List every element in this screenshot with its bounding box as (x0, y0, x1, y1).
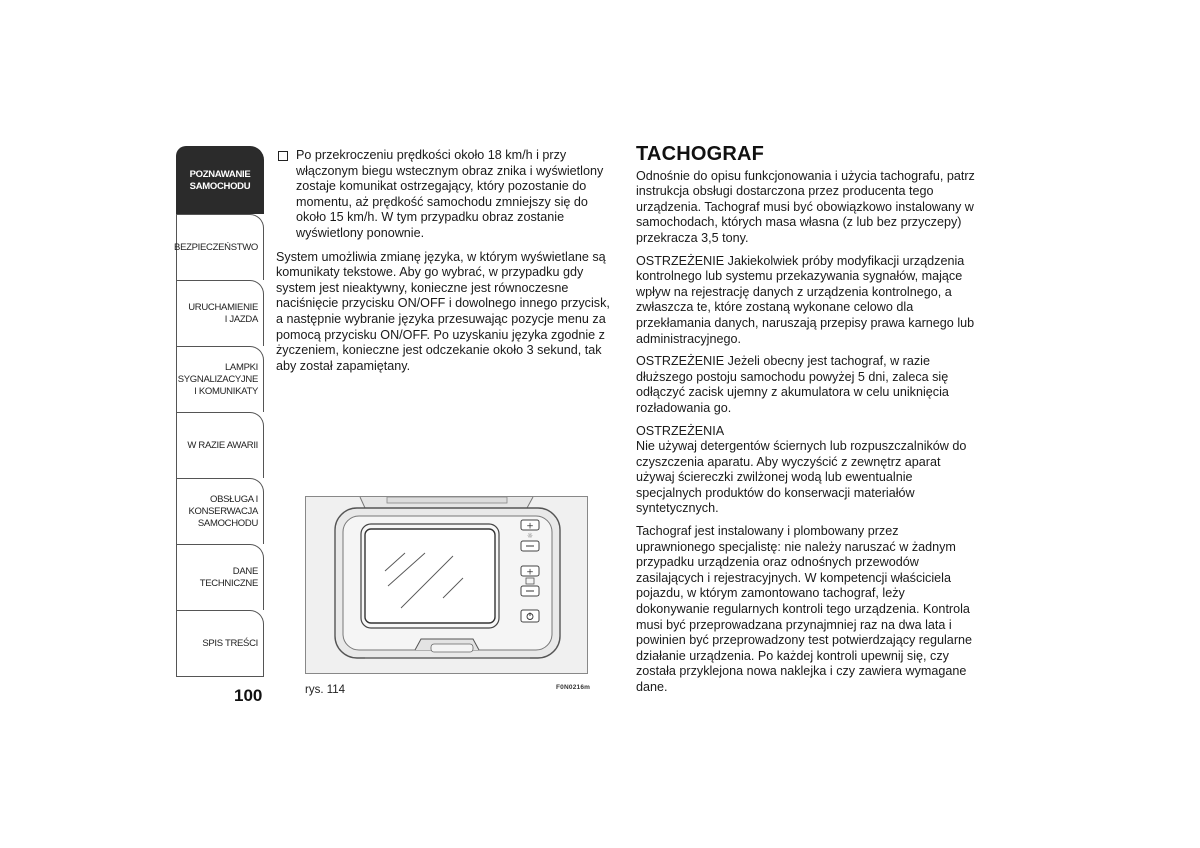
tab-bezpieczenstwo[interactable] (176, 214, 264, 280)
figure-caption: rys. 114 (305, 684, 346, 696)
svg-text:+: + (526, 521, 534, 532)
tabs-bottom-line (176, 676, 264, 677)
tab-label: DANE TECHNICZNE (199, 565, 258, 589)
language-paragraph: System umożliwia zmianę języka, w którym wyświetlane są komunikaty tekstowe. Aby go wybrać, w przypadku gdy system jest nieaktywny, konieczne jest równoczesne naciśnięcie przycisku ON/OFF i dowolnego innego przycisk, a następnie wybranie języka przesuwając pozycje menu za pomocą przycisku ON/OFF. Po uzyskaniu języka zgodnie z życzeniem, konieczne jest odczekanie około 3 sekund, tak aby został zapamiętany. (276, 249, 610, 373)
tab-lampki-sygnalizacyjne[interactable] (176, 346, 264, 412)
tab-label: W RAZIE AWARII (187, 439, 258, 451)
warnings-paragraph: Nie używaj detergentów ściernych lub rozpuszczalników do czyszczenia aparatu. Aby wyczyścić z zewnętrz aparat używaj ściereczki zwilżonej wodą lub ewentualnie specjalnych produktów do konserwacji materiałów syntetycznych. (636, 439, 967, 516)
tab-obsluga-i-konserwacja[interactable] (176, 478, 264, 544)
warnings-title: OSTRZEŻENIA (636, 423, 725, 438)
tab-label: POZNAWANIE SAMOCHODU (189, 168, 251, 192)
tab-w-razie-awarii[interactable] (176, 412, 264, 478)
chapter-tabs (176, 146, 264, 677)
tab-label: URUCHAMIENIE I JAZDA (188, 301, 258, 325)
page-number: 100 (234, 686, 263, 705)
bullet-text: Po przekroczeniu prędkości około 18 km/h i przy włączonym biegu wstecznym obraz znika i wyświetlony zostaje komunikat ostrzegający, który pozostanie do momentu, aż prędkość samochodu zmniejszy się do około 15 km/h. W tym przypadku obraz zostanie wyświetlony ponownie. (296, 148, 604, 240)
svg-text:+: + (526, 567, 534, 578)
installation-paragraph: Tachograf jest instalowany i plombowany przez uprawnionego specjalistę: nie należy naruszać w żadnym przypadku urządzenia oraz odnośnych przewodów zasilających i rejestracyjnych. W kompetencji właściciela pojazdu, w którym zamontowano tachograf, leży dokonywanie regularnych kontroli tego urządzenia. Kontrola musi być przeprowadzana przynajmniej raz na dwa lata i powinien być przeprowadzony test potwierdzający regularne działanie urządzenia. Po każdej kontroli upewnij się, czy została przyklejona nowa naklejka i czy zawiera wymagane dane. (636, 524, 973, 694)
svg-text:☼: ☼ (526, 532, 534, 540)
tab-label: OBSŁUGA I KONSERWACJA SAMOCHODU (188, 493, 258, 529)
tab-label: BEZPIECZEŃSTWO (174, 241, 258, 253)
right-column (636, 143, 980, 703)
tab-spis-tresci[interactable] (176, 610, 264, 676)
warning-paragraph-1: OSTRZEŻENIE Jakiekolwiek próby modyfikacji urządzenia kontrolnego lub systemu przekazywania sygnałów, mające wpływ na rejestrację danych z urządzenia kontrolnego, a zwłaszcza te, które zostaną wykonane celowo dla przekłamania danych, naruszają przepisy prawa karnego lub administracyjnego. (636, 253, 975, 346)
tab-uruchamienie-i-jazda[interactable] (176, 280, 264, 346)
tab-label: SPIS TREŚCI (202, 637, 258, 649)
tab-label: LAMPKI SYGNALIZACYJNE I KOMUNIKATY (177, 361, 258, 397)
section-heading: TACHOGRAF (636, 143, 765, 165)
tab-dane-techniczne[interactable] (176, 544, 264, 610)
bullet-item (276, 148, 618, 242)
warning-paragraph-2: OSTRZEŻENIE Jeżeli obecny jest tachograf, w razie dłuższego postoju samochodu powyżej 5 dni, zaleca się odłączyć zacisk ujemny z akumulatora w celu uniknięcia rozładowania go. (636, 354, 949, 415)
checkbox-bullet-icon (278, 151, 288, 161)
tachograf-intro: Odnośnie do opisu funkcjonowania i użycia tachografu, patrz instrukcja obsługi dostarczona przez producenta tego urządzenia. Tachograf musi być obowiązkowo instalowany w samochodach, których masa własna (z lub bez przyczepy) przekracza 3,5 tony. (636, 168, 975, 245)
display-device-drawing (305, 496, 588, 674)
figure-code: F0N0216m (556, 684, 591, 691)
tab-poznawanie-samochodu[interactable] (176, 146, 264, 214)
middle-column (276, 148, 618, 381)
figure-display-illustration (305, 496, 588, 674)
